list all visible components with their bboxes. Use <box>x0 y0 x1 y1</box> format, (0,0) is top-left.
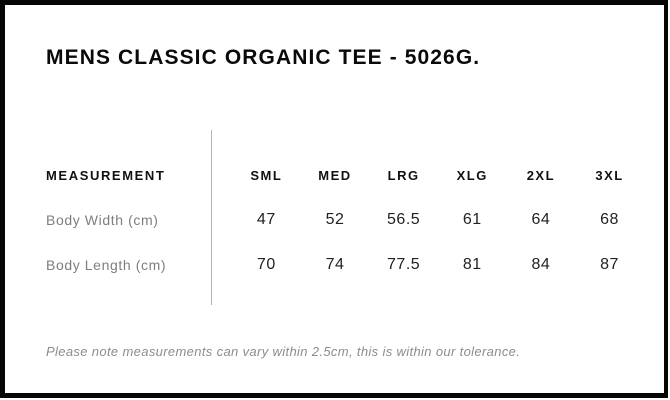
body-length-xlg: 81 <box>462 256 482 273</box>
row-label-body-width: Body Width (cm) <box>46 212 159 228</box>
body-length-med: 74 <box>325 256 345 273</box>
measurement-column-header: MEASUREMENT <box>46 168 166 183</box>
body-length-2xl: 84 <box>531 256 551 273</box>
body-width-3xl: 68 <box>600 211 619 228</box>
table-row-body-length <box>46 255 644 275</box>
body-length-lrg: 77.5 <box>387 256 421 273</box>
size-chart-header-row <box>46 166 644 186</box>
product-title: MENS CLASSIC ORGANIC TEE - 5026G. <box>46 46 481 69</box>
size-header-med: MED <box>318 168 352 183</box>
tolerance-note: Please note measurements can vary within 2.5cm, this is within our tolerance. <box>46 344 521 359</box>
body-width-xlg: 61 <box>462 211 482 228</box>
size-header-lrg: LRG <box>387 168 420 183</box>
body-width-2xl: 64 <box>531 211 551 228</box>
body-length-3xl: 87 <box>600 256 619 273</box>
size-header-xlg: XLG <box>456 168 488 183</box>
body-width-sml: 47 <box>256 211 276 228</box>
body-width-med: 52 <box>325 211 345 228</box>
row-label-body-length: Body Length (cm) <box>46 257 167 273</box>
size-header-sml: SML <box>250 168 283 183</box>
size-header-3xl: 3XL <box>595 168 624 183</box>
body-length-sml: 70 <box>256 256 276 273</box>
body-width-lrg: 56.5 <box>387 211 421 228</box>
table-row-body-width <box>46 210 644 230</box>
size-header-2xl: 2XL <box>526 168 556 183</box>
